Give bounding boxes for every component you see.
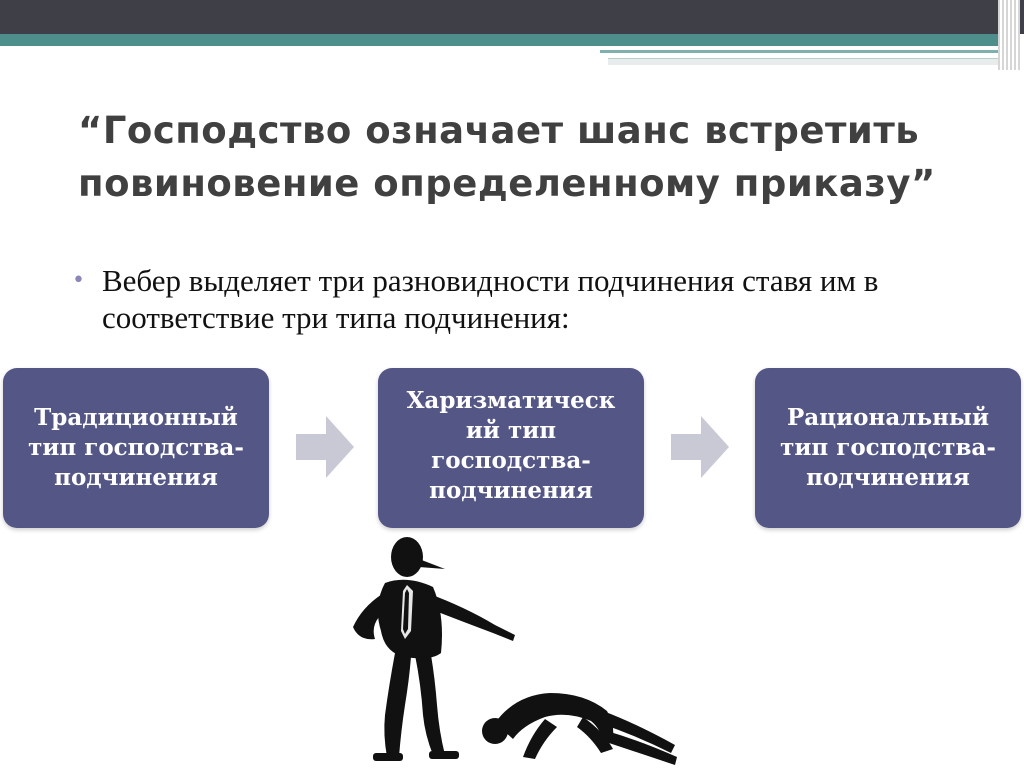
arrow-right-icon xyxy=(296,416,354,478)
top-bar xyxy=(0,0,1024,34)
bullet-text: Вебер выделяет три разновидности подчинения ставя им в соответствие три типа подчинения: xyxy=(102,263,879,335)
bullet-dot-icon: • xyxy=(72,268,85,293)
slide-title: “Господство означает шанс встретить повиновение определенному приказу” xyxy=(78,109,936,205)
arrow-right-icon xyxy=(671,416,729,478)
accent-line-2 xyxy=(608,58,998,65)
commanding-figure-illustration xyxy=(345,535,705,768)
box-rational-label: Рациональный тип господства-подчинения xyxy=(780,404,996,491)
accent-line-1 xyxy=(600,50,1000,53)
corner-stripes xyxy=(998,0,1020,70)
box-charismatic-label: Харизматическ ий тип господства-подчинения xyxy=(406,387,616,504)
box-rational xyxy=(755,368,1021,528)
teal-accent-bar xyxy=(0,34,1000,46)
box-traditional-label: Традиционный тип господства-подчинения xyxy=(28,404,244,491)
box-charismatic xyxy=(378,368,644,528)
box-traditional xyxy=(3,368,269,528)
